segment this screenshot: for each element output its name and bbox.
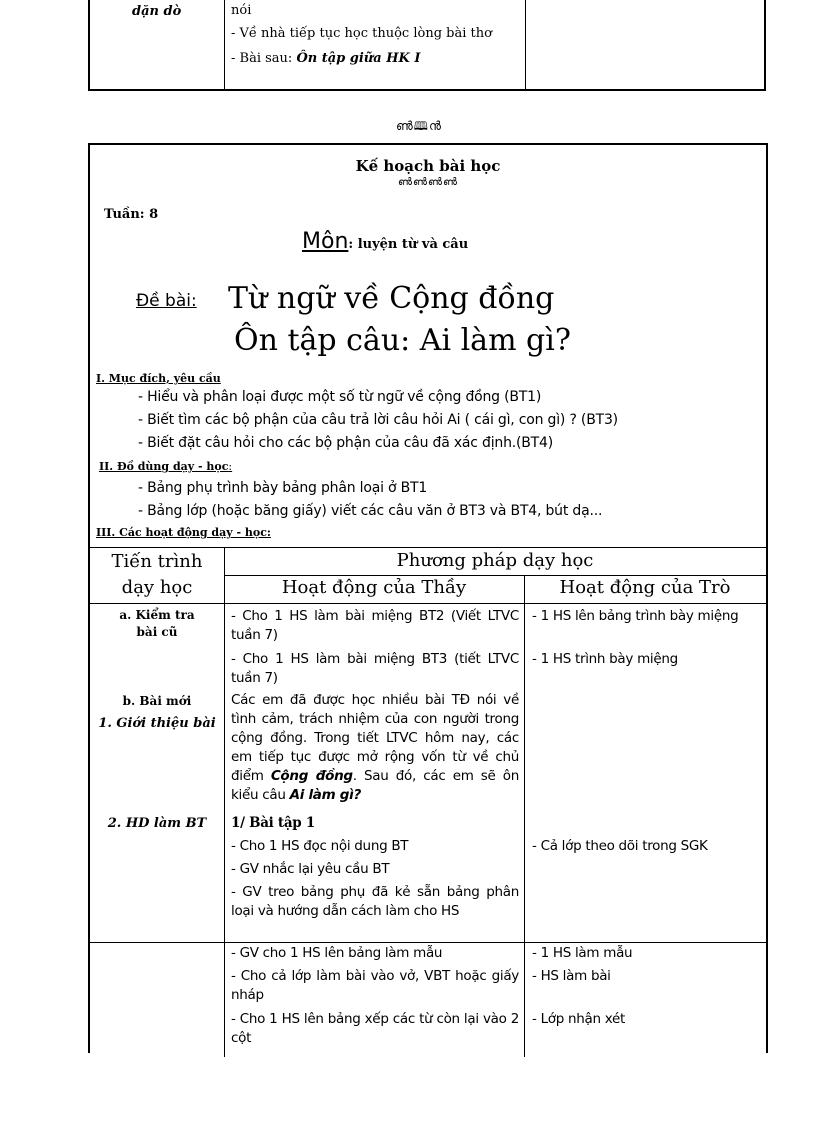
week-number: Tuần: 8 <box>104 207 159 222</box>
intro-text-1: Các em đã được học nhiều bài TĐ nói về tình cảm, trách nhiệm của con người trong cộng đồng. Trong tiết LTVC hôm nay, các em tiếp tục được mở rộng vốn từ về chủ điểm <box>231 692 519 784</box>
materials-item: - Bảng phụ trình bày bảng phân loại ở BT1 <box>138 480 428 496</box>
teacher-activity: - Cho 1 HS đọc nội dung BT <box>231 838 409 854</box>
teacher-activity: - Cho 1 HS làm bài miệng BT2 (Viết LTVC tuần 7) <box>231 608 519 643</box>
lesson-plan-frame <box>88 143 768 1053</box>
introduction-paragraph <box>231 691 519 805</box>
next-lesson-prefix: - Bài sau: <box>231 51 297 66</box>
topic-label: Đề bài: <box>136 291 197 311</box>
teacher-activity: - GV nhắc lại yêu cầu BT <box>231 861 390 877</box>
homework-line-1: nói <box>231 3 252 18</box>
student-activity: - Cả lớp theo dõi trong SGK <box>532 838 708 854</box>
objective-item: - Hiểu và phân loại được một số từ ngữ về cộng đồng (BT1) <box>138 389 542 405</box>
previous-lesson-table <box>88 0 766 91</box>
stage-exercises: 2. HD làm BT <box>107 816 207 831</box>
topic-title-line-1: Từ ngữ về Cộng đồng <box>228 281 555 316</box>
stage-review-line2: bài cũ <box>136 625 178 639</box>
section-materials-heading: II. Đồ dùng dạy - học: <box>99 460 233 473</box>
homework-line-2: - Về nhà tiếp tục học thuộc lòng bài thơ <box>231 26 492 41</box>
stage-introduction: 1. Giới thiệu bài <box>98 716 216 731</box>
student-activity: - 1 HS lên bảng trình bày miệng <box>532 608 739 624</box>
objective-item: - Biết đặt câu hỏi cho các bộ phận của câu đã xác định.(BT4) <box>138 435 553 451</box>
intro-keyword-community: Cộng đồng <box>270 768 353 784</box>
exercise-1-title: 1/ Bài tập 1 <box>231 815 315 831</box>
section-activities-heading: III. Các hoạt động dạy - học: <box>96 526 271 539</box>
student-activity: - 1 HS làm mẫu <box>532 945 633 961</box>
subject-line <box>302 229 468 254</box>
plan-title: Kế hoạch bài học <box>355 157 501 175</box>
student-activity: - Lớp nhận xét <box>532 1011 626 1027</box>
section-objectives-heading: I. Mục đích, yêu cầu <box>96 372 221 385</box>
methods-header: Phương pháp dạy học <box>396 550 594 571</box>
objective-item: - Biết tìm các bộ phận của câu trả lời câu hỏi Ai ( cái gì, con gì) ? (BT3) <box>138 412 618 428</box>
subject-label: Môn <box>302 229 349 254</box>
teacher-cell <box>225 0 526 89</box>
materials-item: - Bảng lớp (hoặc băng giấy) viết các câu văn ở BT3 và BT4, bút dạ... <box>138 503 603 519</box>
teacher-activity: - GV treo bảng phụ đã kẻ sẵn bảng phân loại và hướng dẫn cách làm cho HS <box>231 884 519 919</box>
title-ornament: ൺൺൺൺ <box>398 177 458 188</box>
stage-new-lesson: b. Bài mới <box>122 694 192 708</box>
col-stage-header-line2: dạy học <box>121 577 193 598</box>
stage-label-homework: dặn dò <box>132 4 182 19</box>
student-activity: - HS làm bài <box>532 968 611 984</box>
next-lesson-line <box>231 51 420 66</box>
teacher-activity: - Cho cả lớp làm bài vào vở, VBT hoặc giấy nháp <box>231 968 519 1003</box>
next-lesson-title: Ôn tập giữa HK I <box>296 51 421 66</box>
student-activities-header: Hoạt động của Trò <box>559 577 731 598</box>
teacher-activity: - Cho 1 HS làm bài miệng BT3 (tiết LTVC tuần 7) <box>231 651 519 686</box>
subject-name: : luyện từ và câu <box>348 237 469 252</box>
col-stage-header-line1: Tiến trình <box>111 551 203 572</box>
section-materials-heading-text: II. Đồ dùng dạy - học <box>99 460 229 473</box>
topic-title-line-2: Ôn tập câu: Ai làm gì? <box>234 323 571 358</box>
stage-review <box>90 607 224 641</box>
teacher-activity: - GV cho 1 HS lên bảng làm mẫu <box>231 945 443 961</box>
teacher-activities-header: Hoạt động của Thầy <box>281 577 467 598</box>
intro-text-2: . Sau đó, các em sẽ ôn kiểu câu <box>231 768 519 803</box>
teacher-activity: - Cho 1 HS lên bảng xếp các từ còn lại vào 2 cột <box>231 1011 519 1046</box>
stage-cell <box>90 0 225 89</box>
stage-review-line1: a. Kiểm tra <box>119 608 195 622</box>
student-activity: - 1 HS trình bày miệng <box>532 651 678 667</box>
intro-keyword-sentence-pattern: Ai làm gì? <box>289 787 361 803</box>
section-divider-ornament: ൺ🕮ൻ <box>396 119 442 133</box>
